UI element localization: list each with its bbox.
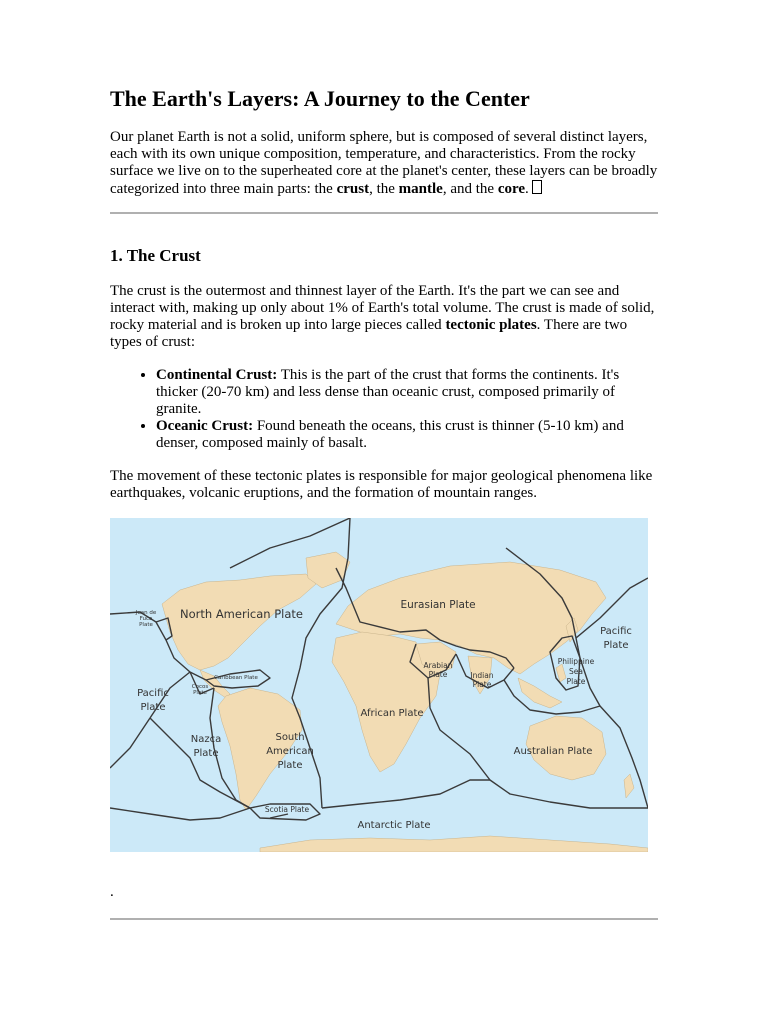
label-caribbean-plate: Caribbean Plate [214,675,258,681]
intro-end: . [525,181,529,197]
label-pacific-plate-west: Pacific Plate [137,688,169,713]
label-antarctic-plate: Antarctic Plate [357,820,431,831]
label-eurasian-plate: Eurasian Plate [400,599,476,611]
page-title: The Earth's Layers: A Journey to the Center [110,86,530,111]
term-crust: crust [336,181,370,197]
divider [110,918,658,920]
label-scotia-plate: Scotia Plate [264,805,310,814]
term-mantle: mantle [398,181,443,197]
missing-glyph-icon [532,180,542,194]
trailing-dot: . [110,884,114,900]
label-cocos-plate: Cocos Plate [191,684,209,696]
list-desc: Found beneath the oceans, this crust is thinner (5-10 km) and denser, composed mainly of basalt. [156,418,624,451]
label-australian-plate: Australian Plate [513,746,593,757]
intro-sep: , and the [442,181,498,197]
intro-paragraph [110,129,658,198]
movement-paragraph: The movement of these tectonic plates is responsible for major geological phenomena like earthquakes, volcanic eruptions, and the formation of mountain ranges. [110,468,653,501]
label-nazca-plate: Nazca Plate [190,734,222,759]
intro-sep: , the [369,181,399,197]
list-term: Oceanic Crust: [156,418,254,434]
label-pacific-plate-east: Pacific Plate [600,626,632,651]
list-desc: This is the part of the crust that forms the continents. It's thicker (20-70 km) and less dense than oceanic crust, composed primarily of granite. [156,367,620,417]
label-juan-de-fuca: Juan de Fuca Plate [135,610,157,628]
list-item [156,418,658,452]
label-north-american-plate: North American Plate [180,607,303,621]
crust-types-list [110,367,658,452]
term-tectonic-plates: tectonic plates [445,317,537,333]
crust-paragraph [110,283,658,351]
label-south-american-plate: South American Plate [266,732,314,771]
label-philippine-sea-plate: Philippine Sea Plate [557,657,595,686]
crust-text: The crust is the outermost and thinnest layer of the Earth. It's the part we can see and interact with, making up only about 1% of Earth's total volume. The crust is made of solid, rocky material and is broken up into large pieces called [110,283,655,333]
tectonic-plates-map [110,518,648,852]
section-heading: 1. The Crust [110,246,201,265]
list-item [156,367,658,418]
intro-text: Our planet Earth is not a solid, uniform sphere, but is composed of several distinct layers, each with its own unique composition, temperature, and characteristics. From the rocky surface we live on to the superheated core at the planet's center, these layers can be broadly categorized into three main parts: the [110,129,658,197]
crust-text-end: . There are two types of crust: [110,317,628,350]
label-indian-plate: Indian Plate [470,671,494,689]
term-core: core [497,181,526,197]
list-term: Continental Crust: [156,367,278,383]
label-arabian-plate: Arabian Plate [423,661,453,679]
label-african-plate: African Plate [360,708,424,719]
divider [110,212,658,214]
